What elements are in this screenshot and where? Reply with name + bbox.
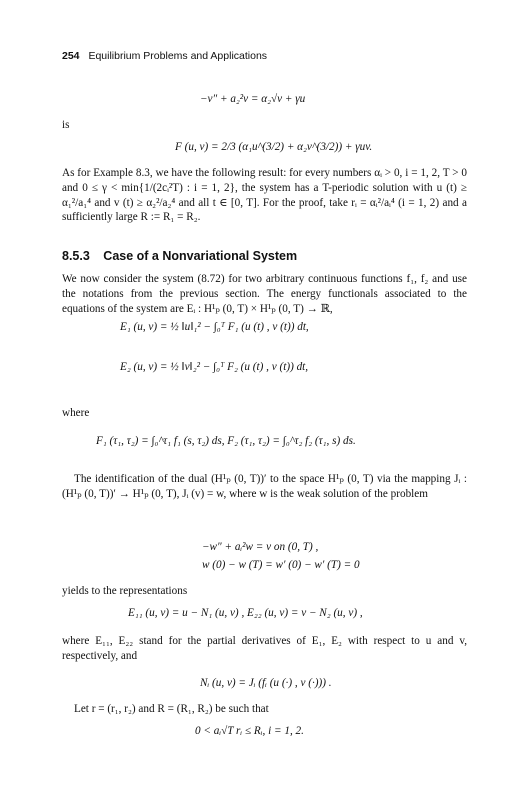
paragraph-example-result: As for Example 8.3, we have the following result: for every numbers αᵢ > 0, i = 1, 2, T > 0 and 0 ≤ γ < min{1/(2cᵢ²T) : i = 1, 2}, the system has a T-periodic solution with u (t) ≥ α₁²/a₁⁴ and v (t) ≥ α₂²/a₂⁴ and all t ∈ [0, T]. For the proof, take rᵢ = αᵢ²/aᵢ⁴ (i = 1, 2) and a sufficiently large R := R₁ = R₂.	[62, 167, 467, 224]
text-yields: yields to the representations	[62, 585, 188, 597]
section-heading	[62, 248, 297, 265]
text-let-r: Let r = (r₁, r₂) and R = (R₁, R₂) be such that	[74, 703, 269, 715]
equation-representations: E₁₁ (u, v) = u − N₁ (u, v) , E₂₂ (u, v) = v − N₂ (u, v) ,	[128, 607, 363, 619]
equation-F1-F2: F₁ (τ₁, τ₂) = ∫₀^τ₁ f₁ (s, τ₂) ds, F₂ (τ₁, τ₂) = ∫₀^τ₂ f₂ (τ₁, s) ds.	[96, 435, 356, 447]
equation-problem-2: w (0) − w (T) = w′ (0) − w′ (T) = 0	[202, 559, 360, 571]
equation-E1: E₁ (u, v) = ½ ‖u‖₁² − ∫₀ᵀ F₁ (u (t) , v (t)) dt,	[120, 321, 309, 333]
equation-last: 0 < aᵢ√T rᵢ ≤ Rᵢ, i = 1, 2.	[195, 725, 304, 737]
equation-N: Nᵢ (u, v) = Jᵢ (fᵢ (u (·) , v (·))) .	[200, 677, 332, 689]
paragraph-nonvariational-intro: We now consider the system (8.72) for two arbitrary continuous functions f₁, f₂ and use the notations from the previous section. The energy functionals associated to the equations of the system are Eᵢ : H¹ₚ (0, T) × H¹ₚ (0, T) → ℝ,	[62, 273, 467, 315]
text-where: where	[62, 407, 90, 419]
section-title: Case of a Nonvariational System	[103, 249, 298, 263]
running-title: Equilibrium Problems and Applications	[88, 50, 268, 62]
paragraph-dual-identification: The identification of the dual (H¹ₚ (0, T))′ to the space H¹ₚ (0, T) via the mapping Jᵢ : (H¹ₚ (0, T))′ → H¹ₚ (0, T), Jᵢ (v) = w, where w is the weak solution of the problem	[62, 473, 467, 500]
equation-E2: E₂ (u, v) = ½ ‖v‖₂² − ∫₀ᵀ F₂ (u (t) , v (t)) dt,	[120, 361, 309, 373]
running-header	[62, 50, 267, 64]
equation-F: F (u, v) = 2/3 (α₁u^(3/2) + α₂v^(3/2)) + γuv.	[175, 141, 373, 153]
text-is: is	[62, 119, 70, 131]
page-number: 254	[62, 50, 80, 62]
paragraph-partial-derivatives: where E₁₁, E₂₂ stand for the partial derivatives of E₁, E₂ with respect to u and v, respectively, and	[62, 635, 467, 662]
equation-problem-1: −w″ + aᵢ²w = v on (0, T) ,	[202, 541, 319, 553]
equation-top: −v″ + a₂²v = α₂√v + γu	[200, 93, 306, 105]
section-number: 8.5.3	[62, 249, 90, 263]
